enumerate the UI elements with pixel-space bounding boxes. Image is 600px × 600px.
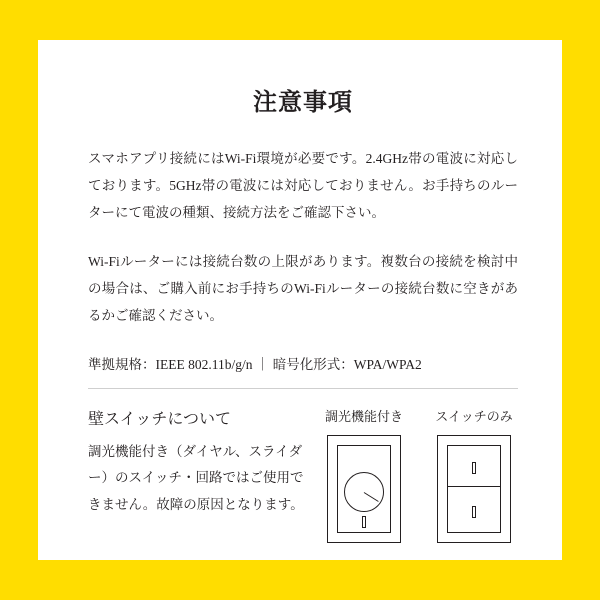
card-inner xyxy=(88,70,518,532)
notice-paragraph-1: スマホアプリ接続にはWi-Fi環境が必要です。2.4GHz帯の電波に対応しております。5GHz帯の電波には対応しておりません。お手持ちのルーターにて電波の種類、接続方法をご確認下さい。 xyxy=(88,151,518,220)
spec-line: 準拠規格：IEEE 802.11b/g/n ｜ 暗号化形式：WPA/WPA2 xyxy=(88,357,422,372)
page-title: 注意事項 xyxy=(253,89,353,116)
rocker-switch-icon xyxy=(437,435,511,543)
rocker-divider xyxy=(448,486,500,487)
rocker-plate-inner xyxy=(447,445,501,533)
rocker-mark-bottom-icon xyxy=(472,506,476,518)
wall-switch-text-block xyxy=(88,406,306,518)
figure-rocker-switch xyxy=(428,406,520,543)
dimmer-switch-icon xyxy=(327,435,401,543)
dimmer-slot-icon xyxy=(362,516,366,528)
notice-paragraph-2: Wi-Fiルーターには接続台数の上限があります。複数台の接続を検討中の場合は、ご購入前にお手持ちのWi-Fiルーターの接続台数に空きがあるかご確認ください。 xyxy=(88,254,518,323)
dimmer-dial-notch xyxy=(364,492,379,502)
figure-dimmer-label: 調光機能付き xyxy=(324,409,403,424)
wall-switch-heading: 壁スイッチについて xyxy=(88,411,232,428)
rocker-mark-top-icon xyxy=(472,462,476,474)
wall-switch-text: 調光機能付き（ダイヤル、スライダー）のスイッチ・回路ではご使用できません。故障の原因となります。 xyxy=(88,444,304,512)
section-divider xyxy=(88,388,518,389)
notice-body xyxy=(88,145,518,378)
figure-dimmer-switch xyxy=(318,406,410,543)
dimmer-dial-icon xyxy=(344,472,384,512)
figure-switch-label: スイッチのみ xyxy=(435,409,513,424)
content-card xyxy=(38,40,562,560)
